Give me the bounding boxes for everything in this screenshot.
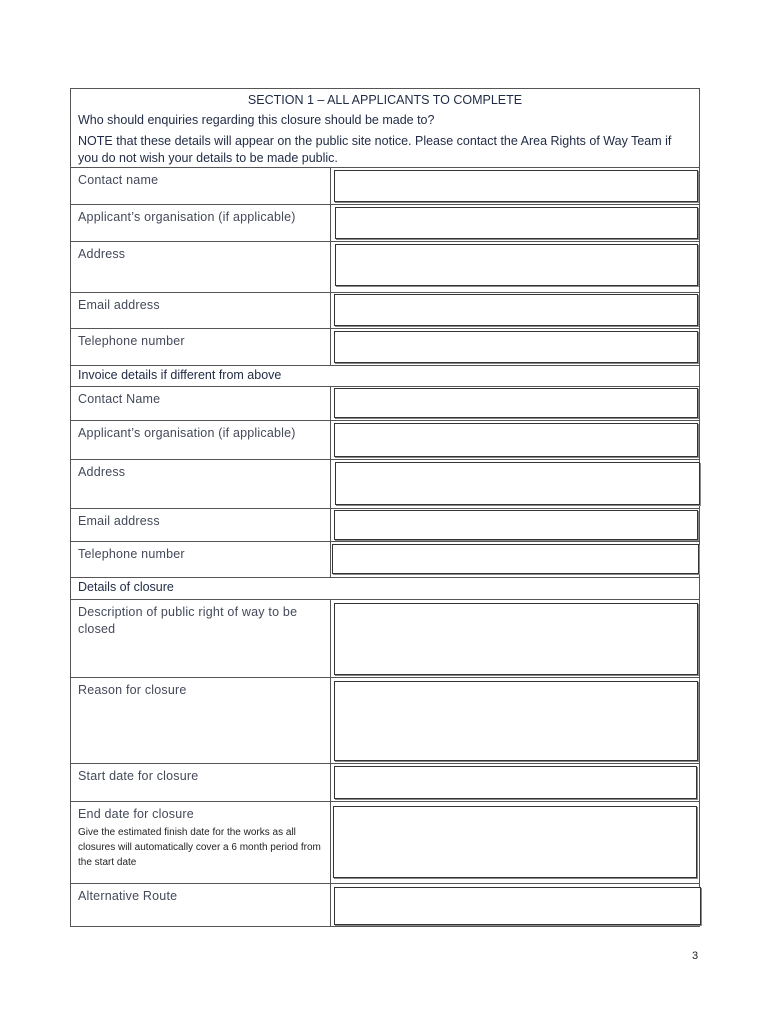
row-invoice-organisation <box>71 421 699 460</box>
invoice-email-label: Email address <box>78 514 160 528</box>
public-notice-note: NOTE that these details will appear on the public site notice. Please contact the Area Rights of Way Team if you do not wish your details to be made public. <box>78 134 672 165</box>
invoice-telephone-field[interactable] <box>332 544 699 574</box>
row-invoice-email <box>71 509 699 542</box>
invoice-address-field[interactable] <box>335 462 700 505</box>
enquiries-question: Who should enquiries regarding this closure should be made to? <box>78 113 435 127</box>
contact-name-field[interactable] <box>334 170 698 202</box>
row-reason <box>71 678 699 764</box>
alternative-route-field[interactable] <box>334 887 701 925</box>
row-invoice-telephone <box>71 542 699 578</box>
alternative-route-label: Alternative Route <box>78 889 178 903</box>
invoice-section-heading <box>71 366 699 387</box>
invoice-telephone-label: Telephone number <box>78 547 185 561</box>
invoice-contact-name-field[interactable] <box>334 388 698 418</box>
address-label: Address <box>78 247 126 261</box>
row-alternative-route <box>71 884 699 927</box>
row-contact-name <box>71 168 699 205</box>
description-field[interactable] <box>334 603 698 675</box>
row-end-date <box>71 802 699 884</box>
row-address <box>71 242 699 293</box>
organisation-label: Applicant’s organisation (if applicable) <box>78 210 296 224</box>
email-label: Email address <box>78 298 160 312</box>
row-email <box>71 293 699 329</box>
end-date-field[interactable] <box>333 806 697 878</box>
row-invoice-address <box>71 460 699 509</box>
address-field[interactable] <box>335 244 698 286</box>
closure-title: Details of closure <box>78 580 174 594</box>
invoice-contact-name-label: Contact Name <box>78 392 161 406</box>
organisation-field[interactable] <box>335 207 698 239</box>
start-date-field[interactable] <box>334 766 697 799</box>
application-form <box>70 88 700 927</box>
row-telephone <box>71 329 699 366</box>
closure-section-heading <box>71 578 699 600</box>
start-date-label: Start date for closure <box>78 769 199 783</box>
invoice-organisation-label: Applicant’s organisation (if applicable) <box>78 426 296 440</box>
row-invoice-contact-name <box>71 387 699 421</box>
section-title: SECTION 1 – ALL APPLICANTS TO COMPLETE <box>247 93 523 107</box>
row-description <box>71 600 699 678</box>
section-header <box>71 89 699 168</box>
telephone-label: Telephone number <box>78 334 185 348</box>
page-number: 3 <box>692 950 699 962</box>
invoice-email-field[interactable] <box>334 510 698 540</box>
end-date-note: Give the estimated finish date for the works as all closures will automatically cover a 6 month period from the start date <box>78 827 321 868</box>
email-field[interactable] <box>334 294 698 326</box>
description-label: Description of public right of way to be closed <box>78 605 298 636</box>
row-organisation <box>71 205 699 242</box>
reason-label: Reason for closure <box>78 683 187 697</box>
invoice-address-label: Address <box>78 465 126 479</box>
contact-name-label: Contact name <box>78 173 159 187</box>
invoice-organisation-field[interactable] <box>334 423 698 457</box>
end-date-label <box>78 806 326 870</box>
row-start-date <box>71 764 699 802</box>
invoice-title: Invoice details if different from above <box>78 368 282 382</box>
reason-field[interactable] <box>334 681 698 761</box>
end-date-label-text: End date for closure <box>78 807 194 821</box>
telephone-field[interactable] <box>334 331 698 363</box>
